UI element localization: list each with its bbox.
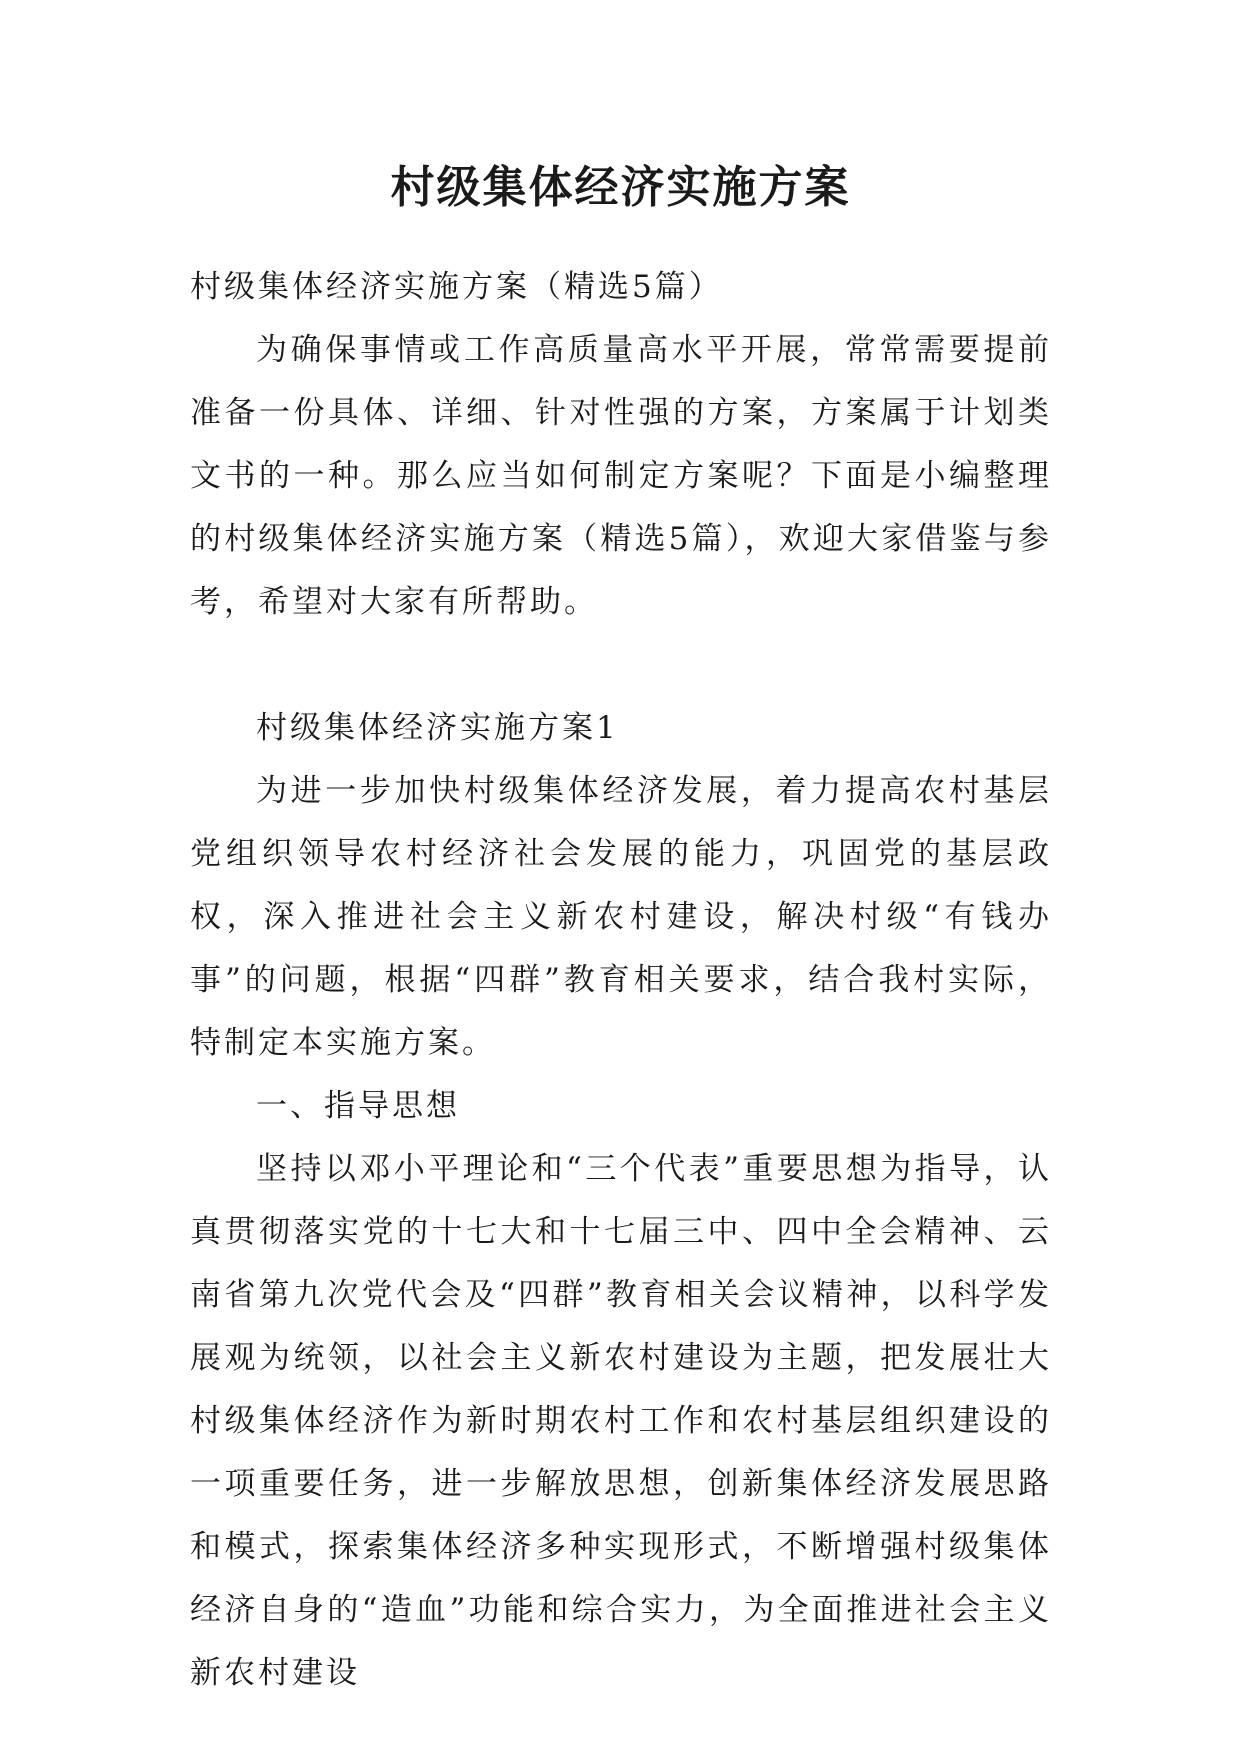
body-paragraph: 坚持以邓小平理论和“三个代表”重要思想为指导，认真贯彻落实党的十七大和十七届三中、四中全会精神、云南省第九次党代会及“四群”教育相关会议精神，以科学发展观为统领，以社会主义新农村建设为主题，把发展壮大村级集体经济作为新时期农村工作和农村基层组织建设的一项重要任务，进一步解放思想，创新集体经济发展思路和模式，探索集体经济多种实现形式，不断增强村级集体经济自身的“造血”功能和综合实力，为全面推进社会主义新农村建设 xyxy=(190,1151,1052,1691)
body-paragraph: 为进一步加快村级集体经济发展，着力提高农村基层党组织领导农村经济社会发展的能力，巩固党的基层政权，深入推进社会主义新农村建设，解决村级“有钱办事”的问题，根据“四群”教育相关要求，结合我村实际，特制定本实施方案。 xyxy=(190,773,1052,1061)
subtitle-paragraph: 村级集体经济实施方案（精选5篇） xyxy=(190,269,723,305)
document-title: 村级集体经济实施方案 xyxy=(390,162,851,213)
section-subheading: 一、指导思想 xyxy=(256,1088,460,1124)
paragraph-spacer xyxy=(190,634,1052,697)
intro-paragraph: 为确保事情或工作高质量高水平开展，常常需要提前准备一份具体、详细、针对性强的方案，方案属于计划类文书的一种。那么应当如何制定方案呢？下面是小编整理的村级集体经济实施方案（精选5篇），欢迎大家借鉴与参考，希望对大家有所帮助。 xyxy=(190,332,1052,620)
document-body xyxy=(190,256,1052,1705)
section-heading: 村级集体经济实施方案1 xyxy=(256,710,619,746)
